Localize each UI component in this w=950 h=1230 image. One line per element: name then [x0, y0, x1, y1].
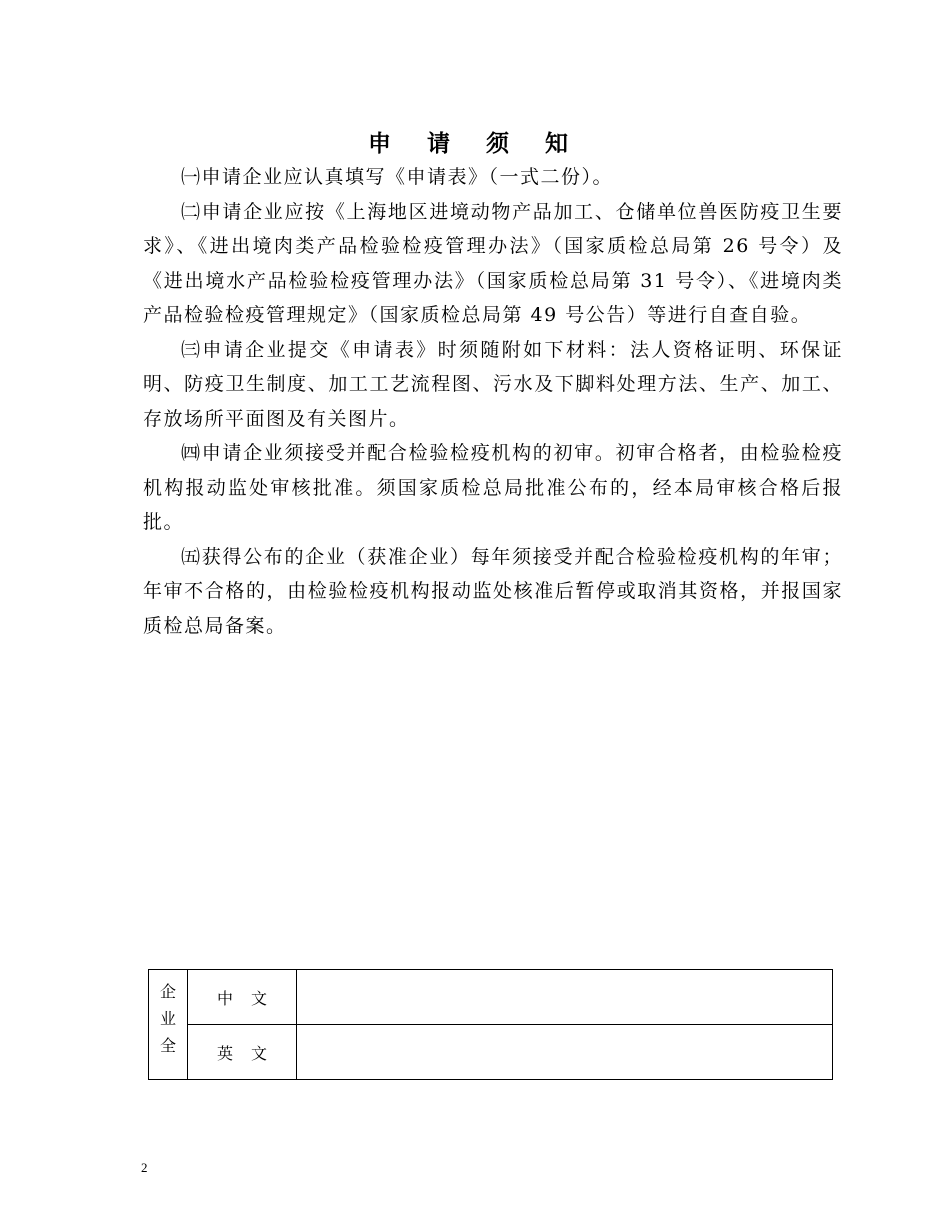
chinese-name-label: 中文	[188, 970, 297, 1025]
notice-body	[143, 160, 843, 643]
notice-item-5: ㈤获得公布的企业（获准企业）每年须接受并配合检验检疫机构的年审；年审不合格的，由检验检疫机构报动监处核准后暂停或取消其资格，并报国家质检总局备案。	[143, 545, 843, 637]
table-row	[149, 1025, 833, 1080]
notice-item-3: ㈢申请企业提交《申请表》时须随附如下材料：法人资格证明、环保证明、防疫卫生制度、加工工艺流程图、污水及下脚料处理方法、生产、加工、存放场所平面图及有关图片。	[143, 338, 843, 430]
notice-item-2: ㈡申请企业应按《上海地区进境动物产品加工、仓储单位兽医防疫卫生要求》、《进出境肉类产品检验检疫管理办法》（国家质检总局第 26 号令）及《进出境水产品检验检疫管理办法》（国家质检总局第 31 号令）、《进境肉类产品检验检疫管理规定》（国家质检总局第 49 号公告）等进行自查自验。	[143, 200, 843, 326]
enterprise-name-table	[148, 969, 833, 1080]
english-name-field[interactable]	[297, 1025, 833, 1080]
notice-item-4: ㈣申请企业须接受并配合检验检疫机构的初审。初审合格者，由检验检疫机构报动监处审核批准。须国家质检总局批准公布的，经本局审核合格后报批。	[143, 442, 843, 533]
table-row	[149, 970, 833, 1025]
enterprise-group-cell	[149, 970, 188, 1080]
page-title: 申 请 须 知	[367, 131, 583, 157]
notice-item-1: ㈠申请企业应认真填写《申请表》（一式二份）。	[181, 166, 614, 188]
chinese-name-field[interactable]	[297, 970, 833, 1025]
english-name-label: 英文	[188, 1025, 297, 1080]
enterprise-group-label: 企业全	[159, 982, 176, 1055]
page-number: 2	[141, 1160, 148, 1175]
